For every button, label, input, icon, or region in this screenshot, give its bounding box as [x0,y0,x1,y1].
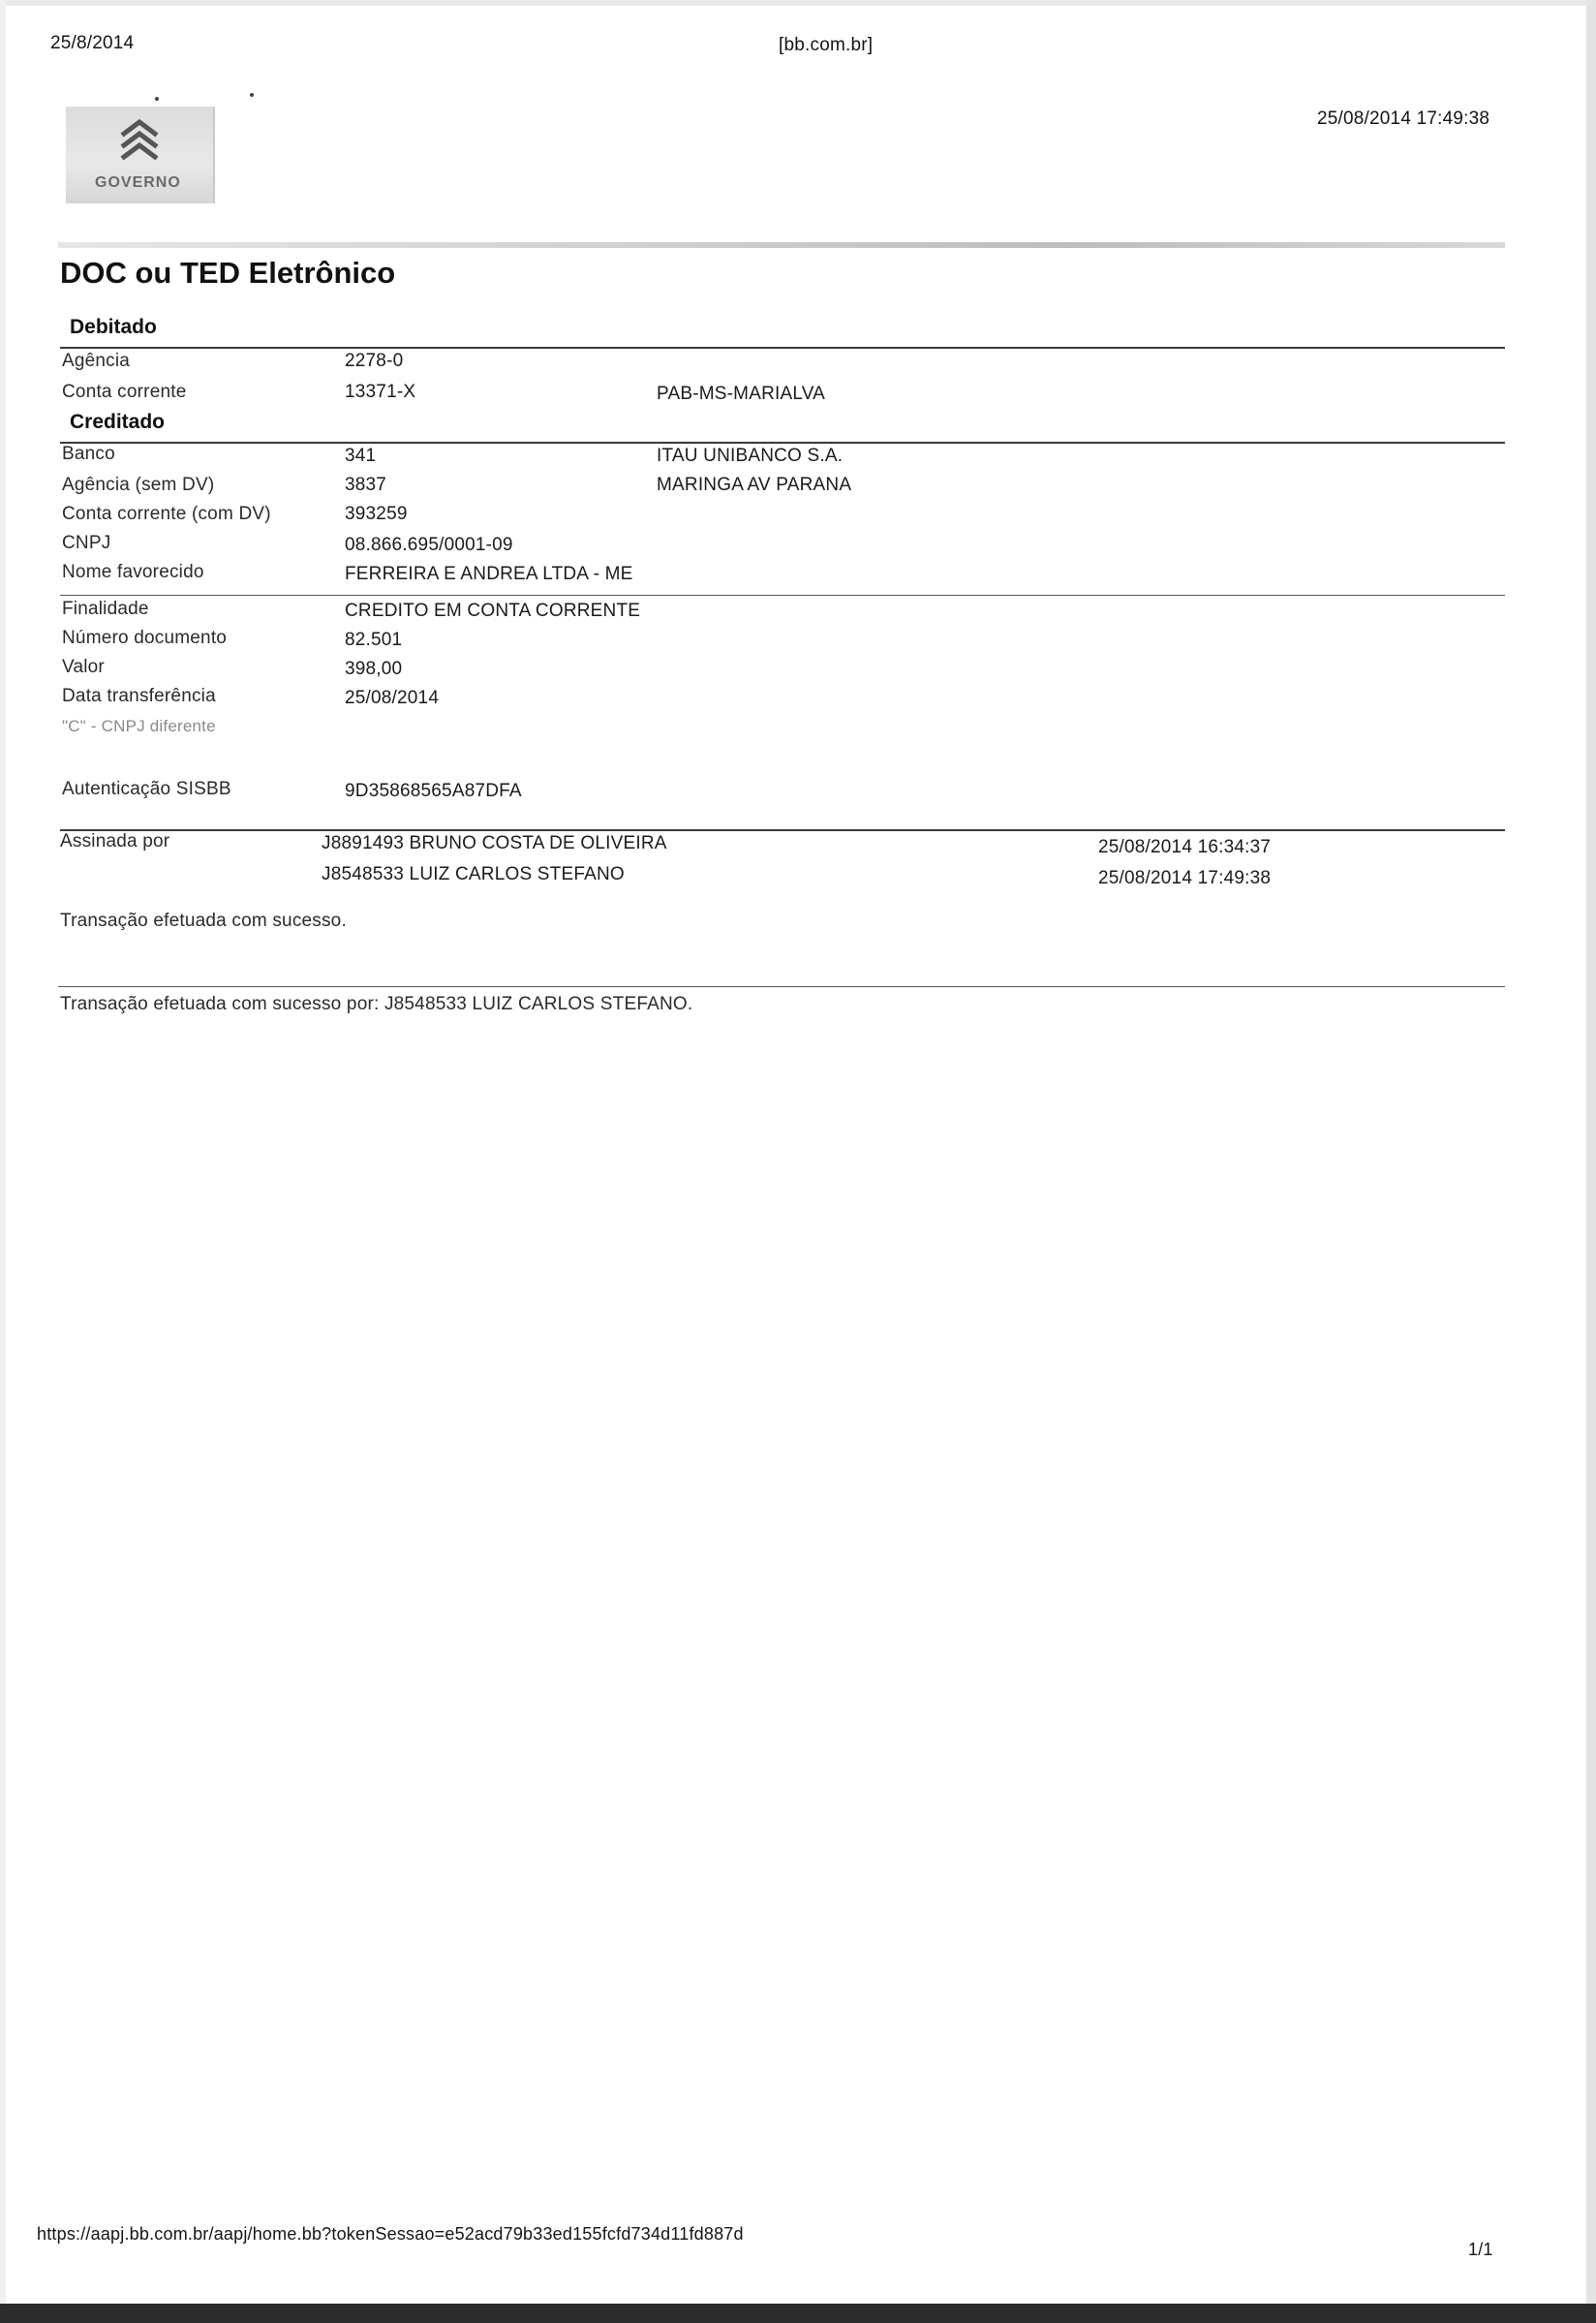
signer-name: J8548533 LUIZ CARLOS STEFANO [322,864,625,884]
bb-logo-icon [110,114,169,172]
rule-creditado [60,442,1505,444]
value-cnpj: 08.866.695/0001-09 [345,535,513,555]
scan-speck [250,93,254,97]
value-agencia-debito: 2278-0 [345,351,404,371]
label-cnpj: CNPJ [62,533,111,553]
scan-edge-bottom [0,2304,1596,2323]
bb-logo [66,107,215,203]
value-conta-debito-extra: PAB-MS-MARIALVA [657,384,826,404]
page-title: DOC ou TED Eletrônico [60,256,396,290]
label-agencia-debito: Agência [62,351,131,371]
label-agencia-credito: Agência (sem DV) [62,475,215,495]
logo-text: GOVERNO [95,174,181,191]
label-favorecido: Nome favorecido [62,562,204,582]
label-valor: Valor [62,657,105,677]
label-finalidade: Finalidade [62,599,149,619]
label-assinada-por: Assinada por [60,831,170,852]
value-conta-debito: 13371-X [345,382,416,402]
value-conta-credito: 393259 [345,504,408,524]
scan-edge-top [0,0,1596,6]
print-date: 25/8/2014 [50,33,135,53]
note-cnpj-diferente: "C" - CNPJ diferente [62,717,216,735]
page-number: 1/1 [1468,2240,1493,2259]
value-finalidade: CREDITO EM CONTA CORRENTE [345,601,641,621]
rule-assinaturas [60,829,1505,831]
value-numero-documento: 82.501 [345,630,403,650]
value-agencia-credito: 3837 [345,475,387,495]
header-divider [58,242,1505,248]
label-data-transferencia: Data transferência [62,686,216,706]
rule-status-by [58,986,1505,987]
rule-details [60,595,1505,596]
label-banco: Banco [62,444,115,464]
scan-speck [155,97,159,101]
value-autenticacao: 9D35868565A87DFA [345,781,522,801]
label-conta-debito: Conta corrente [62,382,187,402]
footer-url: https://aapj.bb.com.br/aapj/home.bb?tokenSessao=e52acd79b33ed155fcfd734d11fd887d [37,2224,744,2244]
label-autenticacao: Autenticação SISBB [62,779,231,799]
label-numero-documento: Número documento [62,628,228,648]
signer-name: J8891493 BRUNO COSTA DE OLIVEIRA [322,833,667,853]
scan-edge-left [0,0,6,2323]
value-data-transferencia: 25/08/2014 [345,688,440,708]
status-message: Transação efetuada com sucesso. [60,911,347,931]
value-valor: 398,00 [345,659,403,679]
label-conta-credito: Conta corrente (com DV) [62,504,271,524]
value-banco-extra: ITAU UNIBANCO S.A. [657,446,844,466]
site-label: [bb.com.br] [779,35,874,55]
header-datetime: 25/08/2014 17:49:38 [1317,108,1490,129]
value-banco: 341 [345,446,377,466]
section-creditado: Creditado [70,411,166,433]
signer-datetime: 25/08/2014 16:34:37 [1098,837,1272,857]
value-favorecido: FERREIRA E ANDREA LTDA - ME [345,564,633,584]
status-by-message: Transação efetuada com sucesso por: J8548533 LUIZ CARLOS STEFANO. [60,994,693,1014]
value-agencia-credito-extra: MARINGA AV PARANA [657,475,852,495]
rule-debitado [60,347,1505,349]
signer-datetime: 25/08/2014 17:49:38 [1098,868,1272,888]
scan-edge-right [1586,0,1596,2323]
section-debitado: Debitado [70,316,157,338]
